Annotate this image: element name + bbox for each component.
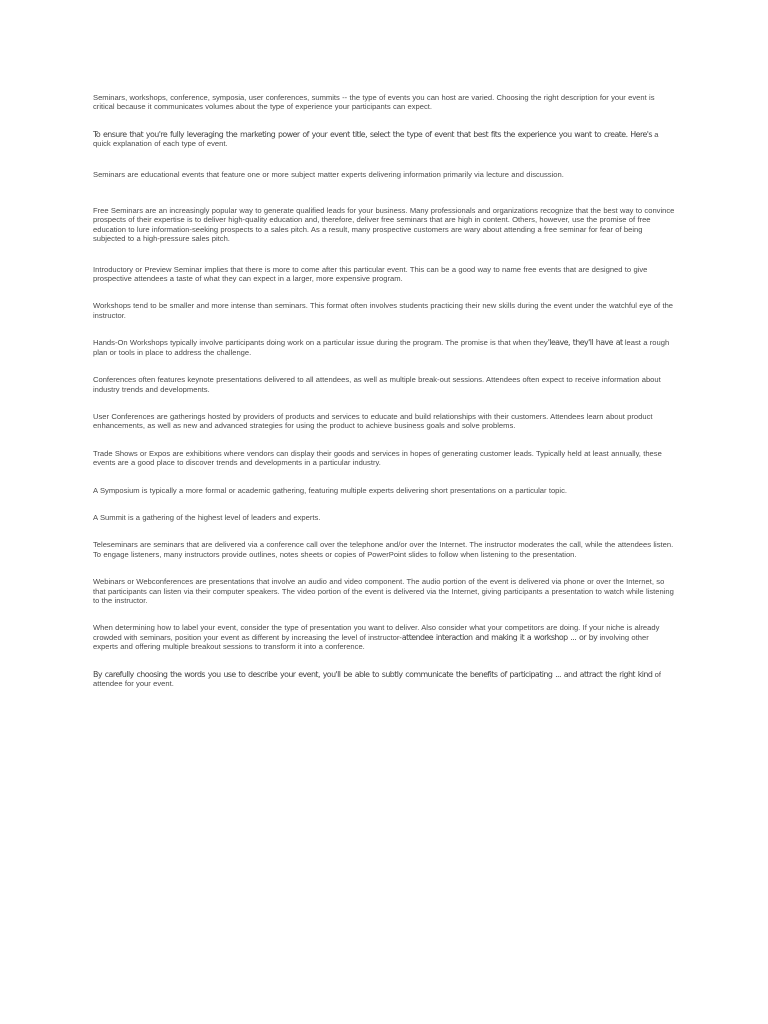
paragraph-hands-on (93, 338, 675, 357)
paragraph-symposium: A Symposium is typically a more formal or academic gathering, featuring multiple experts delivering short presentations on a particular topic. (93, 485, 567, 495)
paragraph-hands-on-part3: least a rough plan or tools in place to address the challenge. (93, 338, 670, 357)
paragraph-trade-shows: Trade Shows or Expos are exhibitions where vendors can display their goods and services in hopes of generating customer leads. Typically held at least annually, these events are a good place to discover trends and developments in a particular industry. (93, 448, 662, 468)
paragraph-ensure-line2: a quick explanation of each type of event. (93, 129, 659, 149)
paragraph-seminars: Seminars are educational events that feature one or more subject matter experts delivering information primarily via lecture and discussion. (93, 169, 564, 179)
paragraph-hands-on-part1: Hands-On Workshops typically involve participants doing work on a particular issue during the program. The promise is that when they (93, 338, 548, 348)
paragraph-hands-on-part2: 'leave, they'll have at (547, 338, 623, 348)
paragraph-preview-seminar: Introductory or Preview Seminar implies that there is more to come after this particular event. This can be a good way to name free events that are designed to give prospective attendees a taste of what they can expect in a larger, more expensive program. (93, 264, 648, 284)
document-body (93, 93, 675, 688)
paragraph-labeling-part1: When determining how to label your event, consider the type of presentation you want to deliver. Also consider what your competitors are doing. If your niche is already crowded with seminars, position your event as different by increasing the level of instructor- (93, 623, 660, 642)
paragraph-user-conferences: User Conferences are gatherings hosted by providers of products and services to educate and build relationships with their customers. Attendees learn about product enhancements, as well as new and advanced strategies for using the product to achieve business goals and solve problems. (93, 411, 653, 431)
paragraph-free-seminars: Free Seminars are an increasingly popular way to generate qualified leads for your business. Many professionals and organizations recognize that the best way to convince prospects of their expertise is to deliver high-quality education and, therefore, deliver free seminars that are high in content. Others, however, use the promise of free education to lure information-seeking prospects to a sales pitch. As a result, many prospective customers are wary about attending a free seminar for fear of being subjected to a high-pressure sales pitch. (93, 206, 675, 244)
paragraph-workshops: Workshops tend to be smaller and more intense than seminars. This format often involves students practicing their new skills during the event under the watchful eye of the instructor. (93, 301, 674, 320)
paragraph-labeling (93, 623, 675, 651)
paragraph-ensure-line1: To ensure that you're fully leveraging the marketing power of your event title, select the type of event that best fits the experience you want to create. Here's (93, 129, 652, 139)
paragraph-summit: A Summit is a gathering of the highest level of leaders and experts. (93, 512, 321, 522)
paragraph-intro: Seminars, workshops, conference, symposia, user conferences, summits -- the type of events you can host are varied. Choosing the right description for your event is critical because it communicates volumes about the type of experience your participants can expect. (93, 93, 655, 112)
paragraph-labeling-part3: involving other experts and offering multiple breakout sessions to transform it into a conference. (93, 632, 649, 652)
paragraph-conclusion-line1: By carefully choosing the words you use to describe your event, you'll be able to subtly communicate the benefits of participating ... and attract the right kind (93, 669, 653, 679)
paragraph-conclusion-line2: of attendee for your event. (93, 669, 661, 688)
paragraph-conferences: Conferences often features keynote presentations delivered to all attendees, as well as multiple break-out sessions. Attendees often expect to receive information about industry trends and developments. (93, 375, 661, 394)
paragraph-teleseminars: Teleseminars are seminars that are delivered via a conference call over the telephone and/or over the Internet. The instructor moderates the call, while the attendees listen. To engage listeners, many instructors provide outlines, notes sheets or copies of PowerPoint slides to follow when listening to the presentation. (93, 540, 674, 559)
paragraph-ensure (93, 130, 675, 149)
paragraph-conclusion (93, 670, 675, 689)
paragraph-webinars: Webinars or Webconferences are presentations that involve an audio and video component. The audio portion of the event is delivered via phone or over the Internet, so that participants can listen via their computer speakers. The video portion of the event is delivered via the Internet, giving participants a presentation to watch while listening to the instructor. (93, 577, 674, 605)
paragraph-labeling-part2: attendee interaction and making it a workshop ... or by (401, 632, 598, 642)
